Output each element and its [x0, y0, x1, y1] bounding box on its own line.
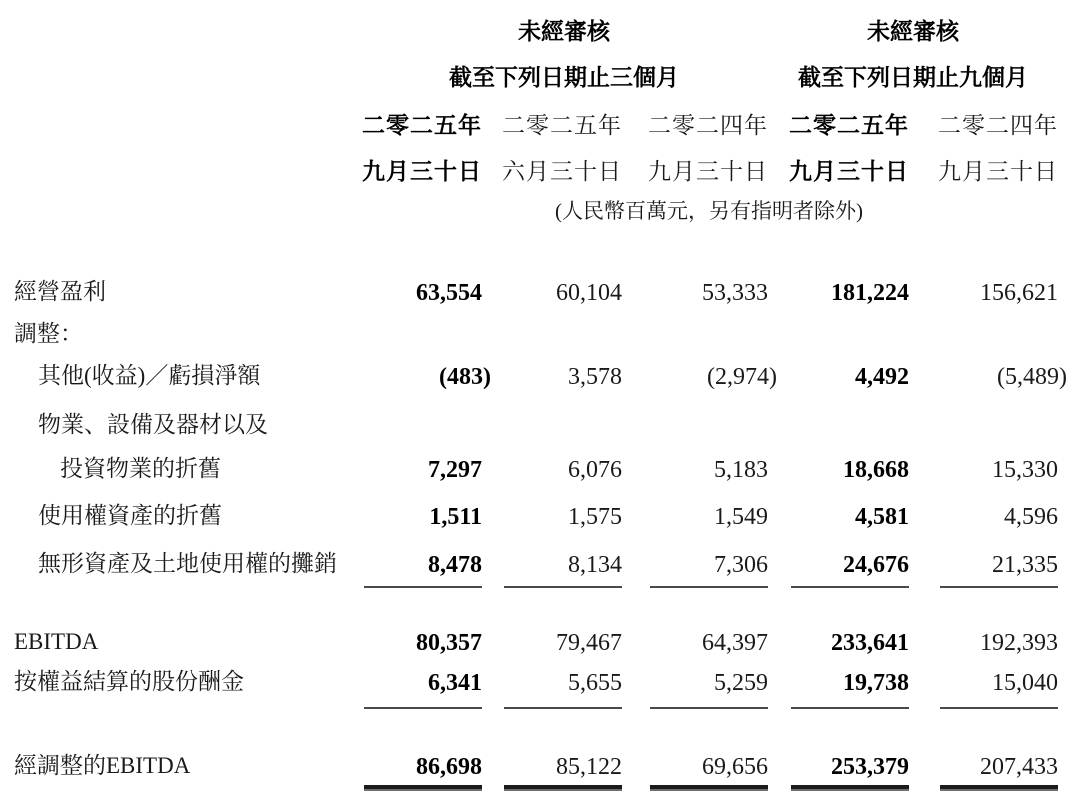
double-rule	[504, 785, 622, 791]
unit-note-row	[14, 198, 1058, 278]
value-cell: 80,357	[416, 630, 482, 656]
single-rule	[504, 586, 622, 588]
value-cell: 4,581	[855, 504, 909, 530]
value-cell: 156,621	[980, 280, 1058, 306]
value-cell: (483)	[439, 364, 491, 390]
value-cell: 207,433	[980, 754, 1058, 780]
single-rule	[504, 707, 622, 709]
table-row	[14, 752, 1058, 785]
table-row	[14, 628, 1058, 668]
row-label: 按權益結算的股份酬金	[14, 669, 244, 694]
double-rule	[364, 785, 482, 791]
column-date-label: 九月三十日	[648, 159, 768, 184]
value-cell: (2,974)	[707, 364, 777, 390]
value-cell: 181,224	[831, 280, 909, 306]
value-cell: 85,122	[556, 754, 622, 780]
rule-cell	[909, 707, 1058, 709]
group-three-months-period-label: 截至下列日期止三個月	[449, 65, 679, 90]
rule-cell	[622, 785, 768, 791]
currency-unit-note: (人民幣百萬元，另有指明者除外)	[555, 199, 863, 223]
rule-cell	[768, 707, 909, 709]
value-cell: 1,549	[714, 504, 768, 530]
rule-cell	[768, 586, 909, 588]
single-rule-row	[14, 586, 1058, 628]
value-cell: 21,335	[992, 552, 1058, 578]
column-date-label: 六月三十日	[502, 159, 622, 184]
value-cell: 24,676	[843, 552, 909, 578]
value-cell: 5,259	[714, 670, 768, 696]
value-cell: 7,297	[428, 457, 482, 483]
table-row	[14, 278, 1058, 320]
single-rule	[364, 586, 482, 588]
column-year-label: 二零二四年	[648, 113, 768, 138]
value-cell: 6,076	[568, 457, 622, 483]
rule-cell	[482, 707, 622, 709]
value-cell: 1,511	[429, 504, 482, 530]
table-row	[14, 502, 1058, 550]
double-rule	[791, 785, 909, 791]
row-label: 經調整的EBITDA	[14, 753, 191, 778]
row-label: 物業、設備及器材以及	[38, 412, 268, 437]
value-cell: (5,489)	[997, 364, 1067, 390]
value-cell: 3,578	[568, 364, 622, 390]
value-cell: 5,655	[568, 670, 622, 696]
value-cell: 8,478	[428, 552, 482, 578]
single-rule	[650, 707, 768, 709]
row-label: EBITDA	[14, 629, 99, 654]
single-rule	[791, 586, 909, 588]
group-nine-months-period-label: 截至下列日期止九個月	[798, 65, 1028, 90]
column-date-label: 九月三十日	[789, 159, 909, 184]
rule-cell	[360, 785, 482, 791]
row-label: 無形資產及土地使用權的攤銷	[38, 551, 337, 576]
single-rule	[364, 707, 482, 709]
column-year-label: 二零二五年	[502, 113, 622, 138]
rule-cell	[768, 785, 909, 791]
value-cell: 15,330	[992, 457, 1058, 483]
rule-cell	[909, 785, 1058, 791]
rule-cell	[482, 586, 622, 588]
double-rule-row	[14, 785, 1058, 791]
value-cell: 60,104	[556, 280, 622, 306]
single-rule-row	[14, 707, 1058, 752]
column-date-label: 九月三十日	[938, 159, 1058, 184]
column-year-label: 二零二五年	[789, 113, 909, 138]
row-label: 經營盈利	[14, 279, 106, 304]
value-cell: 4,596	[1004, 504, 1058, 530]
single-rule	[791, 707, 909, 709]
value-cell: 19,738	[843, 670, 909, 696]
value-cell: 15,040	[992, 670, 1058, 696]
audit-header-row	[14, 18, 1058, 64]
period-header-row	[14, 64, 1058, 112]
table-body	[14, 278, 1067, 791]
value-cell: 192,393	[980, 630, 1058, 656]
value-cell: 69,656	[702, 754, 768, 780]
table-row	[14, 455, 1058, 502]
rule-cell	[909, 586, 1058, 588]
rule-cell	[360, 586, 482, 588]
value-cell: 53,333	[702, 280, 768, 306]
group-nine-months-audit-label: 未經審核	[867, 19, 959, 44]
table-row	[14, 550, 1058, 586]
column-year-label: 二零二四年	[938, 113, 1058, 138]
year-header-row	[14, 112, 1058, 158]
row-label: 調整：	[14, 321, 83, 346]
row-label: 投資物業的折舊	[60, 456, 221, 481]
value-cell: 7,306	[714, 552, 768, 578]
double-rule	[940, 785, 1058, 791]
double-rule	[650, 785, 768, 791]
value-cell: 64,397	[702, 630, 768, 656]
table-row	[14, 411, 1058, 455]
value-cell: 4,492	[855, 364, 909, 390]
single-rule	[650, 586, 768, 588]
rule-cell	[622, 707, 768, 709]
table-row	[14, 668, 1058, 707]
rule-cell	[482, 785, 622, 791]
row-label: 使用權資產的折舊	[38, 503, 222, 528]
value-cell: 233,641	[831, 630, 909, 656]
value-cell: 86,698	[416, 754, 482, 780]
single-rule	[940, 707, 1058, 709]
group-three-months-audit-label: 未經審核	[518, 19, 610, 44]
value-cell: 79,467	[556, 630, 622, 656]
table-row	[14, 320, 1058, 362]
rule-cell	[622, 586, 768, 588]
value-cell: 1,575	[568, 504, 622, 530]
table-row	[14, 362, 1067, 411]
value-cell: 63,554	[416, 280, 482, 306]
column-year-label: 二零二五年	[362, 113, 482, 138]
single-rule	[940, 586, 1058, 588]
value-cell: 18,668	[843, 457, 909, 483]
column-date-label: 九月三十日	[362, 159, 482, 184]
value-cell: 253,379	[831, 754, 909, 780]
value-cell: 8,134	[568, 552, 622, 578]
rule-cell	[360, 707, 482, 709]
row-label: 其他(收益)／虧損淨額	[38, 363, 261, 388]
value-cell: 6,341	[428, 670, 482, 696]
value-cell: 5,183	[714, 457, 768, 483]
date-header-row	[14, 158, 1058, 198]
